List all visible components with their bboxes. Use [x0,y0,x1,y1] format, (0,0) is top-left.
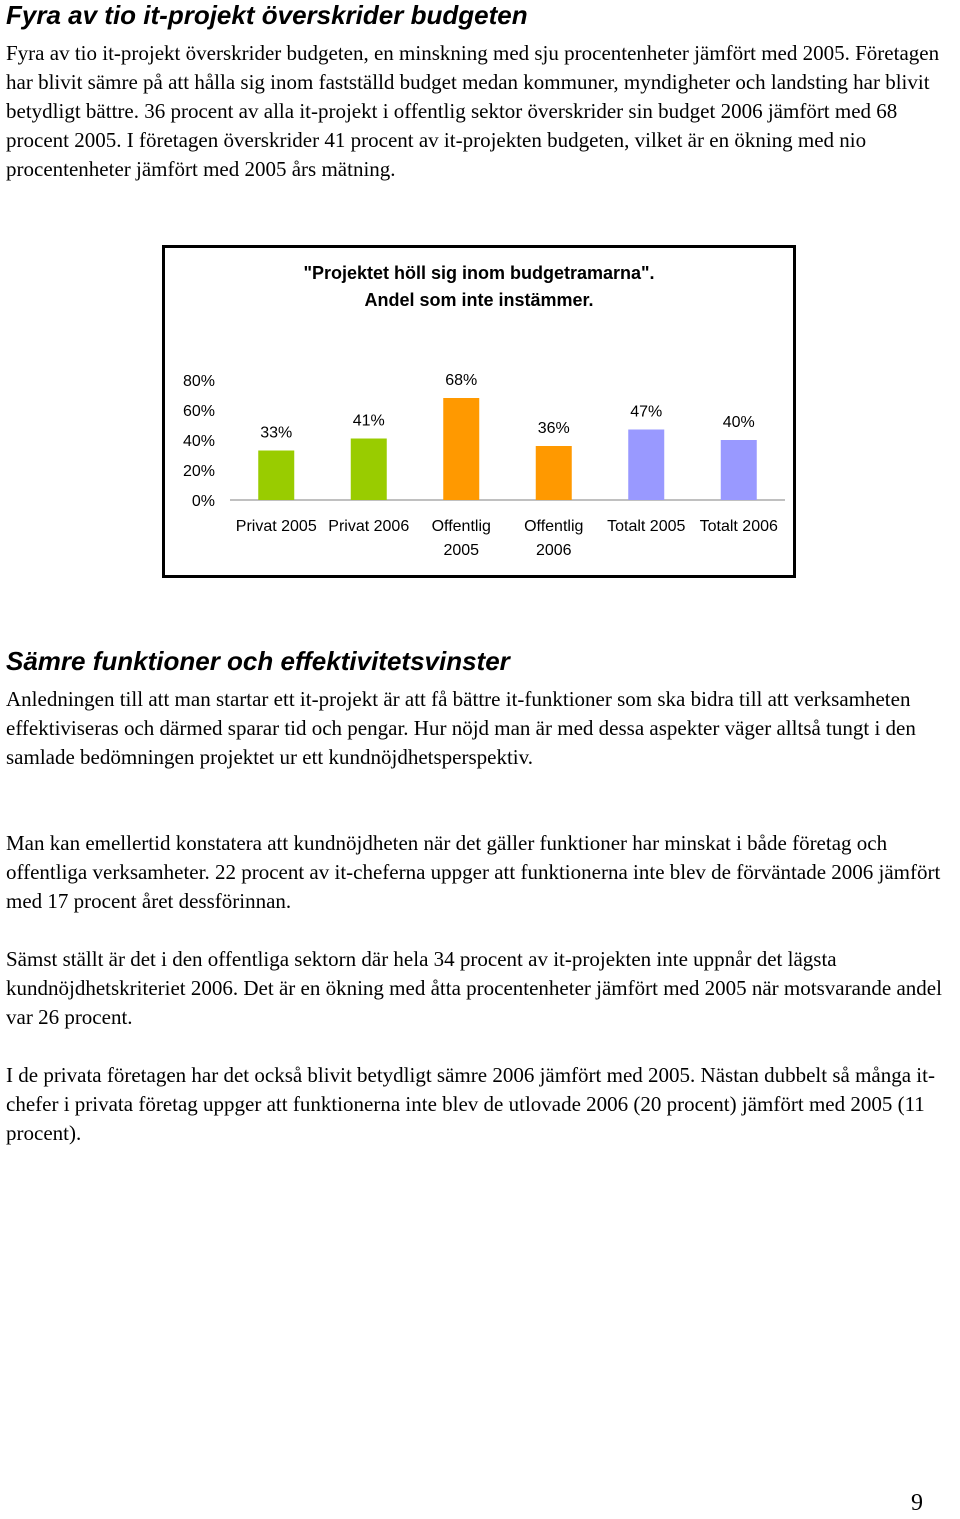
bar-privat-2006 [351,439,387,501]
paragraph-budget: Fyra av tio it-projekt överskrider budgeten, en minskning med sju procentenheter jämfört med 2005. Företagen har blivit sämre på att hålla sig inom fastställd budget medan kommuner, myndigheter och landsting har blivit betydligt bättre. 36 procent av alla it-projekt i offentlig sektor överskrider sin budget 2006 jämfört med 68 procent 2005. I företagen överskrider 41 procent av it-projekten budgeten, vilket är en ökning med nio procentenheter jämfört med 2005 års mätning. [6,41,940,181]
bar-privat-2005 [258,451,294,501]
paragraph-functions-1: Anledningen till att man startar ett it-projekt är att få bättre it-funktioner som ska bidra till att verksamheten effektiviseras och därmed sparar tid och pengar. Hur nöjd man är med dessa aspekter väger alltså tungt i den samlade bedömningen projektet ur ett kundnöjdhetsperspektiv. [6,687,916,769]
bar-value-label: 68% [445,372,478,389]
section-heading-budget: Fyra av tio it-projekt överskrider budgeten [6,0,528,30]
bar-offentlig-2006 [536,446,572,500]
y-tick-label: 60% [182,403,215,420]
x-tick-label: Totalt 2006 [699,518,778,535]
paragraph-functions-2: Man kan emellertid konstatera att kundnöjdheten när det gäller funktioner har minskat i både företag och offentliga verksamheter. 22 procent av it-cheferna uppger att funktionerna inte blev de förväntade 2006 jämfört med 17 procent året dessförinnan. [6,831,941,913]
bar-value-label: 41% [352,412,385,430]
bar-value-label: 40% [722,414,755,431]
budget-bar-chart [165,248,793,575]
section-heading-functions: Sämre funktioner och effektivitetsvinster [6,646,510,676]
x-tick-label: Privat 2005 [235,518,317,535]
bar-value-label: 33% [260,424,293,442]
chart-title: "Projektet höll sig inom budgetramarna". [303,263,655,283]
bar-value-label: 47% [630,403,663,421]
paragraph-functions-3: Sämst ställt är det i den offentliga sektorn där hela 34 procent av it-projekten inte uppnår det lägsta kundnöjdhetskriteriet 2006. Det är en ökning med åtta procentenheter jämfört med 2005 när motsvarande andel var 26 procent. [6,947,942,1029]
x-tick-label: Totalt 2005 [607,518,686,535]
bar-value-label: 36% [537,420,570,437]
x-tick-label: Offentlig [524,518,584,535]
y-tick-label: 20% [182,463,215,480]
bar-totalt-2005 [628,430,664,501]
x-tick-label: Privat 2006 [328,518,410,535]
bar-totalt-2006 [721,440,757,500]
x-tick-label: Offentlig [431,518,491,535]
y-tick-label: 0% [191,493,215,510]
paragraph-functions-4: I de privata företagen har det också blivit betydligt sämre 2006 jämfört med 2005. Nästan dubbelt så många it-chefer i privata företag uppger att funktionerna inte blev de utlovade 2006 (20 procent) jämfört med 2005 (11 procent). [6,1063,935,1145]
y-tick-label: 40% [182,433,215,450]
budget-chart-frame [162,245,796,578]
x-tick-label: 2006 [535,542,572,559]
x-tick-label: 2005 [443,542,480,559]
chart-subtitle: Andel som inte instämmer. [364,290,594,310]
bar-offentlig-2005 [443,398,479,500]
y-tick-label: 80% [182,373,215,390]
page-number: 9 [911,1490,923,1516]
